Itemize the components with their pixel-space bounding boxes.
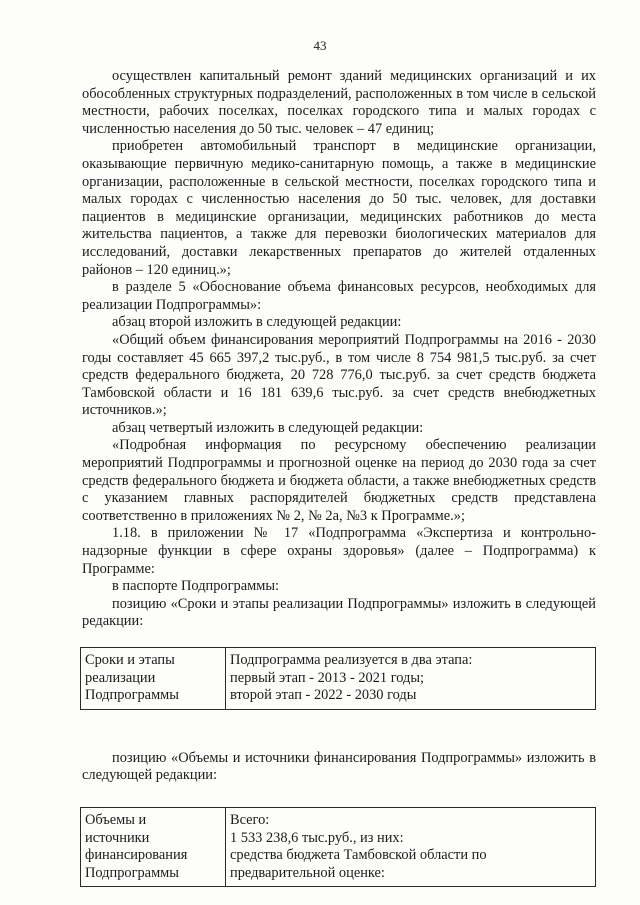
table-value-cell <box>226 807 596 886</box>
table-value-line: Всего: <box>230 811 270 828</box>
table-value-line: второй этап - 2022 - 2030 годы <box>230 687 417 704</box>
page-number: 43 <box>313 38 327 53</box>
table-label-line: Сроки и этапы <box>85 652 175 668</box>
table-label-line: Объемы и <box>85 811 147 828</box>
paragraph: «Подробная информация по ресурсному обеспечению реализации мероприятий Подпрограммы и прогнозной оценке на период до 2030 года за счет средств федерального бюджета и бюджета области, а также внебюджетных средств с указанием главных распорядителей бюджетных средств представлена соответственно в приложениях № 2, № 2а, №3 к Программе.»; <box>82 437 596 524</box>
paragraph: осуществлен капитальный ремонт зданий медицинских организаций и их обособленных структурных подразделений, расположенных в том числе в сельской местности, рабочих поселках, поселках городского типа и малых городах с численностью населения до 50 тыс. человек – 47 единиц; <box>82 68 596 137</box>
paragraph: абзац второй изложить в следующей редакции: <box>112 314 402 331</box>
table-row <box>81 648 596 710</box>
table-row <box>81 807 596 886</box>
paragraph: в разделе 5 «Обоснование объема финансовых ресурсов, необходимых для реализации Подпрограммы»: <box>82 279 596 313</box>
paragraph: «Общий объем финансирования мероприятий Подпрограммы на 2016 - 2030 годы составляет 45 665 397,2 тыс.руб., в том числе 8 754 981,5 тыс.руб. за счет средств федерального бюджета, 20 728 776,0 тыс.руб. за счет средств бюджета Тамбовской области и 16 181 639,6 тыс.руб. за счет средств внебюджетных источников.»; <box>82 331 596 419</box>
table-value-cell <box>226 648 596 710</box>
table-label-line: Подпрограммы <box>85 864 179 881</box>
table-label-line: Подпрограммы <box>85 687 179 704</box>
table-value-line: предварительной оценке: <box>230 864 385 881</box>
table-label-line: реализации <box>85 669 156 686</box>
table-label-cell <box>81 807 226 886</box>
table-value-line: первый этап - 2013 - 2021 годы; <box>230 669 425 686</box>
paragraph: абзац четвертый изложить в следующей редакции: <box>112 419 424 436</box>
paragraph: позицию «Сроки и этапы реализации Подпрограммы» изложить в следующей редакции: <box>82 595 596 630</box>
table-label-cell <box>81 648 226 710</box>
paragraph: в паспорте Подпрограммы: <box>112 578 279 595</box>
table-label-line: источники <box>85 829 150 846</box>
document-body <box>82 68 596 887</box>
terms-table <box>80 647 596 710</box>
table-value-line: средства бюджета Тамбовской области по <box>230 847 487 864</box>
table-value-line: 1 533 238,6 тыс.руб., из них: <box>230 829 404 846</box>
paragraph: 1.18. в приложении № 17 «Подпрограмма «Экспертиза и контрольно-надзорные функции в сфере охраны здоровья» (далее – Подпрограмма) к Программе: <box>82 525 596 577</box>
financing-table <box>80 807 596 887</box>
table-value-line: Подпрограмма реализуется в два этапа: <box>230 652 473 668</box>
paragraph: приобретен автомобильный транспорт в медицинские организации, оказывающие первичную медико-санитарную помощь, а также в медицинские организации, расположенные в сельской местности, поселках городского типа и малых городах с численностью населения до 50 тыс. человек, для доставки пациентов в медицинские организации, медицинских работников до места жительства пациентов, а также для перевозки биологических материалов для исследований, доставки лекарственных препаратов до жителей отдаленных районов – 120 единиц.»; <box>82 138 596 278</box>
table-label-line: финансирования <box>85 847 188 864</box>
paragraph: позицию «Объемы и источники финансирования Подпрограммы» изложить в следующей редакции: <box>82 749 596 784</box>
